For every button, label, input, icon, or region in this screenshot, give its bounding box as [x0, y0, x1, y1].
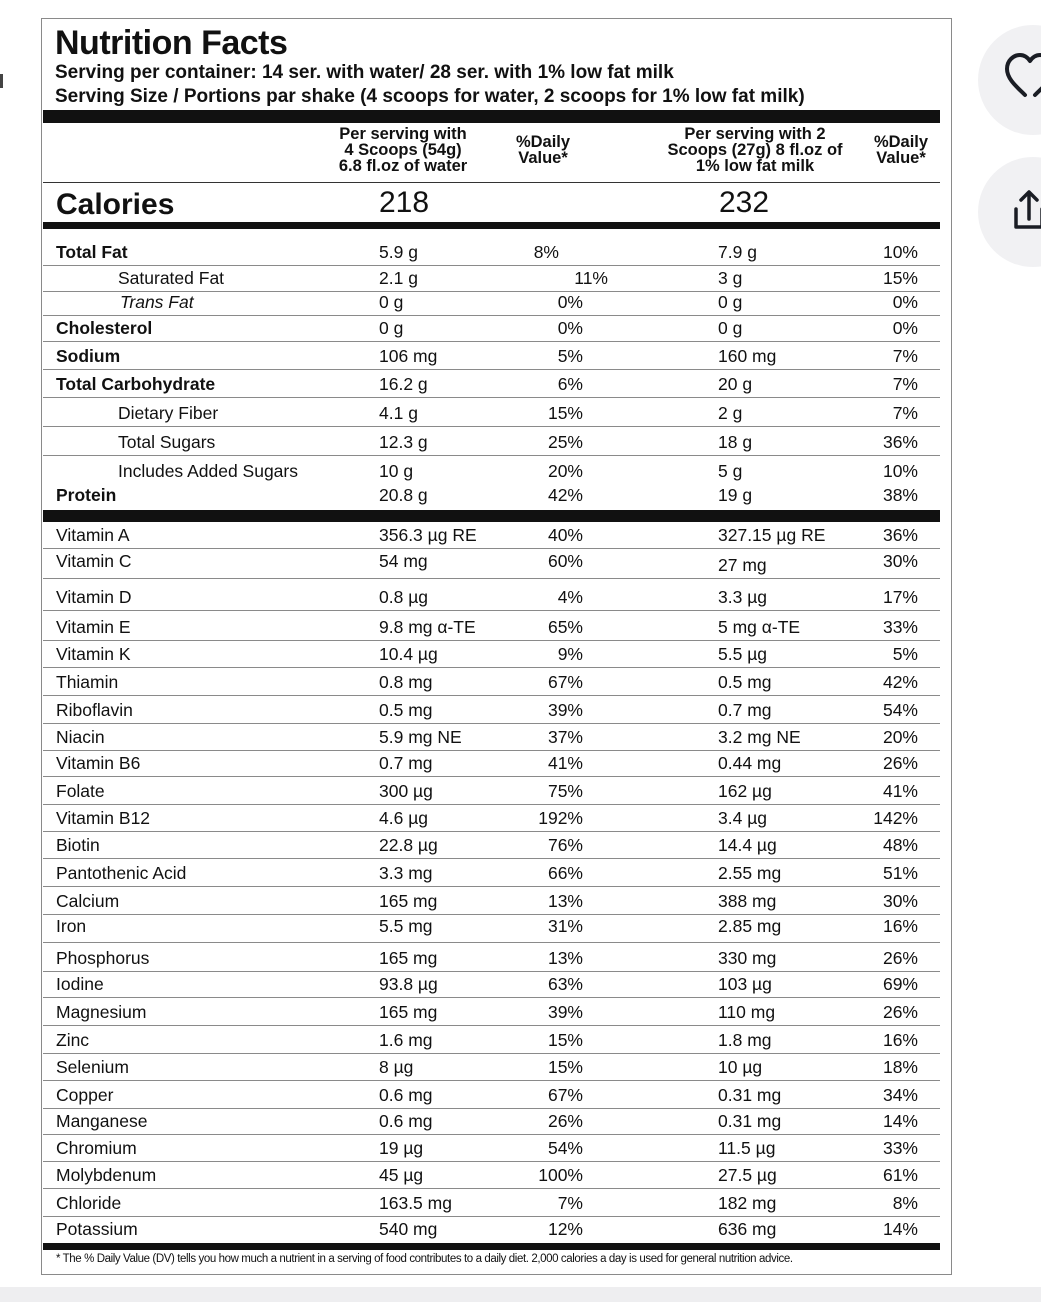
dv-milk: 16% — [882, 1030, 918, 1050]
amount-water: 10.4 µg — [379, 644, 438, 664]
servings-per-container: Serving per container: 14 ser. with water/ 28 ser. with 1% low fat milk — [55, 62, 674, 83]
amount-water: 10 g — [379, 461, 414, 481]
amount-water: 2.1 g — [379, 268, 418, 288]
dv-water: 12% — [547, 1219, 583, 1239]
amount-milk: 27 mg — [718, 555, 767, 575]
amount-milk: 3.3 µg — [718, 587, 768, 607]
dv-water: 5% — [557, 346, 583, 366]
dv-water: 76% — [547, 835, 583, 855]
serving-size: Serving Size / Portions par shake (4 scoops for water, 2 scoops for 1% low fat milk) — [55, 86, 805, 107]
amount-milk: 182 mg — [718, 1193, 777, 1213]
amount-milk: 2.55 mg — [718, 863, 782, 883]
dv-milk: 51% — [882, 863, 918, 883]
nutrient-row — [43, 1109, 940, 1135]
amount-water: 300 µg — [379, 781, 433, 801]
dv-water: 7% — [557, 1193, 583, 1213]
amount-water: 5.5 mg — [379, 916, 433, 936]
nutrient-name: Manganese — [56, 1111, 148, 1131]
dv-water: 100% — [538, 1165, 583, 1185]
nutrient-name: Phosphorus — [56, 948, 150, 968]
amount-water: 540 mg — [379, 1219, 438, 1239]
dv-milk: 10% — [882, 461, 918, 481]
amount-milk: 14.4 µg — [718, 835, 777, 855]
dv-milk: 8% — [892, 1193, 918, 1213]
header-water-serving: Per serving with 4 Scoops (54g) 6.8 fl.oz of water — [338, 125, 468, 175]
nutrient-name: Calcium — [56, 891, 120, 911]
dv-milk: 0% — [892, 318, 918, 338]
dv-water: 13% — [547, 891, 583, 911]
nutrient-name: Saturated Fat — [118, 268, 225, 288]
amount-milk: 327.15 µg RE — [718, 525, 826, 545]
nutrient-row — [43, 1189, 940, 1217]
dv-water: 67% — [547, 1085, 583, 1105]
nutrient-name: Thiamin — [56, 672, 119, 692]
nutrient-row — [43, 427, 940, 456]
nutrient-row — [43, 859, 940, 887]
dv-water: 67% — [547, 672, 583, 692]
dv-milk: 69% — [882, 974, 918, 994]
amount-water: 12.3 g — [379, 432, 428, 452]
nutrient-name: Magnesium — [56, 1002, 147, 1022]
amount-milk: 18 g — [718, 432, 753, 452]
nutrient-name: Total Fat — [56, 242, 128, 262]
nutrient-name: Vitamin A — [56, 525, 130, 545]
nutrient-name: Total Sugars — [118, 432, 216, 452]
dv-milk: 54% — [882, 700, 918, 720]
amount-water: 165 mg — [379, 1002, 438, 1022]
nutrient-name: Vitamin D — [56, 587, 132, 607]
nutrient-name: Iodine — [56, 974, 104, 994]
nutrient-row — [43, 943, 940, 972]
nutrient-name: Folate — [56, 781, 105, 801]
edge-marker — [0, 74, 3, 88]
dv-milk: 34% — [882, 1085, 918, 1105]
dv-water: 0% — [557, 318, 583, 338]
nutrient-row — [43, 579, 940, 611]
dv-milk: 14% — [882, 1219, 918, 1239]
nutrient-row — [43, 236, 940, 266]
amount-milk: 0.7 mg — [718, 700, 772, 720]
dv-milk: 20% — [882, 727, 918, 747]
amount-water: 93.8 µg — [379, 974, 438, 994]
nutrient-name: Niacin — [56, 727, 105, 747]
amount-water: 0 g — [379, 318, 404, 338]
amount-milk: 5 mg α-TE — [718, 617, 801, 637]
nutrient-row — [43, 1026, 940, 1054]
amount-milk: 1.8 mg — [718, 1030, 772, 1050]
calories-milk: 232 — [719, 186, 770, 219]
amount-water: 0.6 mg — [379, 1085, 433, 1105]
amount-milk: 103 µg — [718, 974, 772, 994]
amount-water: 0.5 mg — [379, 700, 433, 720]
amount-milk: 7.9 g — [718, 242, 757, 262]
nutrient-name: Potassium — [56, 1219, 138, 1239]
nutrient-row — [43, 266, 940, 292]
favorite-button[interactable] — [978, 25, 1041, 135]
amount-water: 22.8 µg — [379, 835, 438, 855]
dv-milk: 7% — [892, 346, 918, 366]
amount-water: 0.6 mg — [379, 1111, 433, 1131]
share-icon — [978, 157, 1041, 267]
nutrient-row — [43, 456, 940, 484]
amount-milk: 27.5 µg — [718, 1165, 777, 1185]
dv-milk: 5% — [892, 644, 918, 664]
dv-milk: 41% — [882, 781, 918, 801]
amount-water: 8 µg — [379, 1057, 414, 1077]
dv-water: 20% — [547, 461, 583, 481]
thick-divider — [43, 110, 940, 123]
nutrient-row — [43, 611, 940, 641]
nutrient-name: Trans Fat — [120, 292, 194, 312]
dv-water: 75% — [547, 781, 583, 801]
amount-water: 1.6 mg — [379, 1030, 433, 1050]
amount-water: 4.6 µg — [379, 808, 429, 828]
vitamins-divider — [43, 510, 940, 522]
amount-water: 5.9 mg NE — [379, 727, 462, 747]
dv-water: 4% — [557, 587, 583, 607]
dv-milk: 0% — [892, 292, 918, 312]
dv-water: 8% — [533, 242, 559, 262]
amount-milk: 162 µg — [718, 781, 772, 801]
nutrient-name: Selenium — [56, 1057, 129, 1077]
nutrient-row — [43, 1162, 940, 1189]
amount-milk: 19 g — [718, 485, 753, 505]
amount-water: 54 mg — [379, 551, 428, 571]
amount-water: 4.1 g — [379, 403, 418, 423]
nutrient-row — [43, 998, 940, 1026]
amount-water: 5.9 g — [379, 242, 418, 262]
amount-water: 20.8 g — [379, 485, 428, 505]
dv-milk: 16% — [882, 916, 918, 936]
amount-milk: 160 mg — [718, 346, 777, 366]
dv-milk: 26% — [882, 753, 918, 773]
amount-water: 356.3 µg RE — [379, 525, 477, 545]
nutrient-name: Biotin — [56, 835, 100, 855]
dv-water: 54% — [547, 1138, 583, 1158]
nutrient-row — [43, 972, 940, 998]
amount-water: 0.8 µg — [379, 587, 429, 607]
nutrient-name: Vitamin B12 — [56, 808, 151, 828]
amount-water: 163.5 mg — [379, 1193, 452, 1213]
dv-water: 39% — [547, 700, 583, 720]
nutrient-row — [43, 777, 940, 805]
amount-milk: 3.2 mg NE — [718, 727, 801, 747]
dv-water: 15% — [547, 1057, 583, 1077]
amount-milk: 110 mg — [718, 1002, 776, 1022]
amount-milk: 0.44 mg — [718, 753, 782, 773]
nutrient-row — [43, 915, 940, 943]
dv-milk: 142% — [873, 808, 918, 828]
amount-water: 106 mg — [379, 346, 438, 366]
amount-milk: 20 g — [718, 374, 753, 394]
dv-water: 15% — [547, 403, 583, 423]
dv-milk: 30% — [882, 891, 918, 911]
dv-water: 39% — [547, 1002, 583, 1022]
dv-milk: 61% — [882, 1165, 918, 1185]
nutrient-row — [43, 751, 940, 777]
dv-water: 37% — [547, 727, 583, 747]
amount-milk: 2 g — [718, 403, 743, 423]
dv-milk: 33% — [882, 617, 918, 637]
amount-water: 3.3 mg — [379, 863, 433, 883]
amount-water: 19 µg — [379, 1138, 424, 1158]
nutrient-name: Vitamin K — [56, 644, 131, 664]
nutrient-name: Chromium — [56, 1138, 137, 1158]
nutrient-row — [43, 724, 940, 751]
dv-milk: 48% — [882, 835, 918, 855]
dv-water: 192% — [538, 808, 583, 828]
dv-milk: 26% — [882, 1002, 918, 1022]
amount-water: 0.8 mg — [379, 672, 433, 692]
share-button[interactable] — [978, 157, 1041, 267]
amount-water: 16.2 g — [379, 374, 428, 394]
nutrient-name: Riboflavin — [56, 700, 133, 720]
amount-milk: 3.4 µg — [718, 808, 768, 828]
dv-water: 42% — [547, 485, 583, 505]
nutrient-row — [43, 832, 940, 859]
nutrient-row — [43, 549, 940, 579]
dv-water: 25% — [547, 432, 583, 452]
nutrient-row — [43, 805, 940, 832]
amount-milk: 10 µg — [718, 1057, 763, 1077]
amount-milk: 0 g — [718, 318, 743, 338]
nutrient-row — [43, 641, 940, 668]
nutrient-row — [43, 342, 940, 370]
nutrient-row — [43, 522, 940, 549]
amount-water: 165 mg — [379, 948, 438, 968]
dv-water: 0% — [557, 292, 583, 312]
amount-milk: 5.5 µg — [718, 644, 768, 664]
header-milk-serving: Per serving with 2 Scoops (27g) 8 fl.oz of 1% low fat milk — [667, 125, 843, 175]
dv-milk: 42% — [882, 672, 918, 692]
nutrient-name: Includes Added Sugars — [118, 461, 298, 481]
dv-water: 66% — [547, 863, 583, 883]
dv-water: 41% — [547, 753, 583, 773]
nutrient-row — [43, 1135, 940, 1162]
amount-water: 9.8 mg α-TE — [379, 617, 476, 637]
heart-icon — [978, 25, 1041, 135]
nutrient-row — [43, 668, 940, 696]
amount-milk: 3 g — [718, 268, 743, 288]
bottom-strip — [0, 1287, 1041, 1302]
dv-milk: 14% — [882, 1111, 918, 1131]
calories-water: 218 — [379, 186, 430, 219]
amount-water: 165 mg — [379, 891, 438, 911]
dv-milk: 36% — [882, 525, 918, 545]
nutrient-name: Pantothenic Acid — [56, 863, 187, 883]
amount-milk: 0.31 mg — [718, 1111, 782, 1131]
dv-milk: 7% — [892, 403, 918, 423]
dv-milk: 15% — [882, 268, 918, 288]
label-title: Nutrition Facts — [55, 24, 288, 62]
dv-milk: 33% — [882, 1138, 918, 1158]
amount-milk: 388 mg — [718, 891, 777, 911]
nutrient-row — [43, 696, 940, 724]
dv-water: 15% — [547, 1030, 583, 1050]
nutrient-name: Protein — [56, 485, 117, 505]
dv-milk: 18% — [882, 1057, 918, 1077]
dv-water: 65% — [547, 617, 583, 637]
nutrient-name: Copper — [56, 1085, 114, 1105]
footnote-divider — [43, 1243, 940, 1250]
nutrient-row — [43, 887, 940, 915]
dv-water: 26% — [547, 1111, 583, 1131]
amount-milk: 330 mg — [718, 948, 777, 968]
amount-milk: 0.5 mg — [718, 672, 772, 692]
calories-label: Calories — [56, 188, 175, 221]
nutrient-row — [43, 292, 940, 316]
dv-water: 11% — [574, 268, 608, 288]
amount-water: 0 g — [379, 292, 404, 312]
dv-milk: 30% — [882, 551, 918, 571]
amount-milk: 5 g — [718, 461, 743, 481]
nutrient-row — [43, 1081, 940, 1109]
dv-milk: 36% — [882, 432, 918, 452]
amount-milk: 636 mg — [718, 1219, 777, 1239]
nutrient-name: Molybdenum — [56, 1165, 157, 1185]
amount-milk: 0.31 mg — [718, 1085, 782, 1105]
amount-milk: 11.5 µg — [718, 1138, 776, 1158]
nutrient-name: Sodium — [56, 346, 121, 366]
nutrient-row — [43, 398, 940, 427]
nutrient-name: Iron — [56, 916, 87, 936]
dv-milk: 17% — [882, 587, 918, 607]
nutrient-row — [43, 1217, 940, 1242]
dv-water: 9% — [557, 644, 583, 664]
header-daily-value-milk: %Daily Value* — [873, 133, 929, 167]
dv-milk: 38% — [882, 485, 918, 505]
nutrient-row — [43, 316, 940, 342]
calories-divider — [43, 222, 940, 229]
footnote: * The % Daily Value (DV) tells you how much a nutrient in a serving of food contributes to a daily diet. 2,000 calories a day is used for general nutrition advice. — [56, 1253, 793, 1265]
dv-water: 31% — [547, 916, 583, 936]
amount-milk: 0 g — [718, 292, 743, 312]
nutrient-row — [43, 1054, 940, 1081]
amount-water: 45 µg — [379, 1165, 424, 1185]
amount-milk: 2.85 mg — [718, 916, 782, 936]
dv-milk: 7% — [892, 374, 918, 394]
nutrient-name: Zinc — [56, 1030, 90, 1050]
dv-milk: 26% — [882, 948, 918, 968]
nutrient-row — [43, 484, 940, 508]
nutrient-name: Dietary Fiber — [118, 403, 219, 423]
amount-water: 0.7 mg — [379, 753, 433, 773]
dv-water: 6% — [557, 374, 583, 394]
nutrient-name: Chloride — [56, 1193, 122, 1213]
nutrient-row — [43, 370, 940, 398]
dv-water: 63% — [547, 974, 583, 994]
nutrient-name: Vitamin E — [56, 617, 131, 637]
dv-milk: 10% — [882, 242, 918, 262]
header-rule — [43, 182, 940, 183]
header-daily-value-water: %Daily Value* — [515, 133, 571, 167]
nutrient-name: Vitamin C — [56, 551, 132, 571]
nutrient-name: Total Carbohydrate — [56, 374, 216, 394]
nutrient-name: Cholesterol — [56, 318, 153, 338]
dv-water: 40% — [547, 525, 583, 545]
nutrient-name: Vitamin B6 — [56, 753, 141, 773]
dv-water: 60% — [547, 551, 583, 571]
dv-water: 13% — [547, 948, 583, 968]
